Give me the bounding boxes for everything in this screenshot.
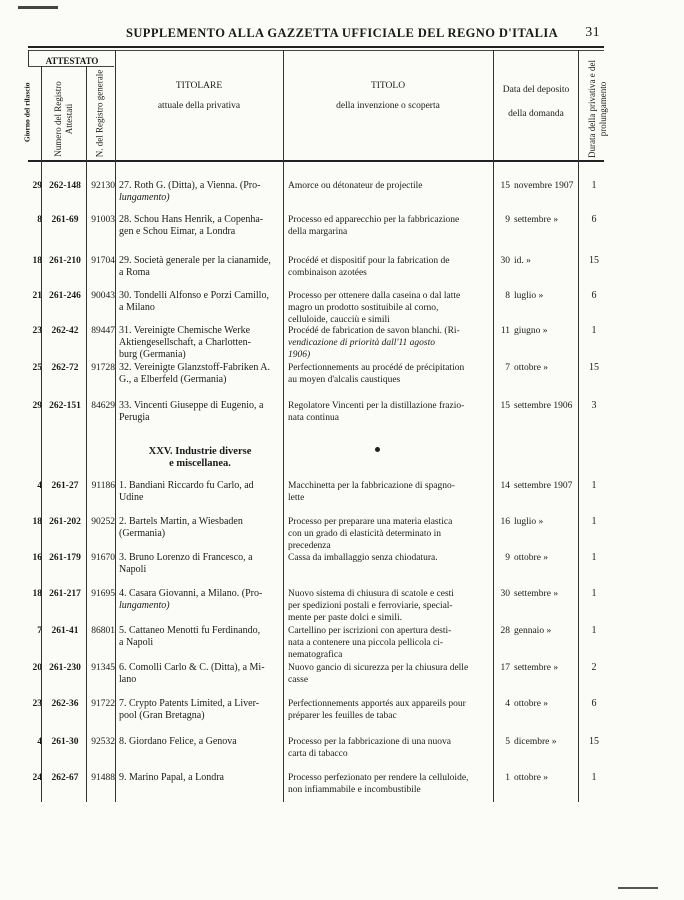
invention-line-2: préparer les feuilles de tabac [288,711,397,721]
deposit-month: novembre [514,181,552,191]
deposit-day: 8 [505,291,510,301]
invention-line-1: Nuovo gancio di sicurezza per la chiusura delle [288,663,469,673]
deposit-date [496,180,576,192]
general-register-number: 90252 [91,517,115,527]
deposit-day: 30 [500,256,510,266]
deposit-date [496,662,576,674]
issue-day: 4 [37,481,42,491]
deposit-day: 16 [500,517,510,527]
attestato-number: 261-246 [49,291,81,301]
holder-line-2: a Napoli [119,637,154,648]
general-register-number: 91704 [91,256,115,266]
holder-line-2: lungamento) [119,192,170,203]
attestato-heading: ATTESTATO [45,56,99,66]
invention-title [288,698,490,722]
deposit-month: ottobre [514,553,541,563]
invention-line-1: Cassa da imballaggio senza chiodatura. [288,553,438,563]
deposit-day: 5 [505,737,510,747]
deposit-year: » [542,326,548,336]
deposit-year: » [526,256,531,266]
holder-line-1: 8. Giordano Felice, a Genova [119,736,237,747]
titolo-heading: TITOLO [370,81,406,91]
invention-line-2: au moyen d'alcalis caustiques [288,375,401,385]
deposit-month: settembre [514,481,551,491]
holder-line-3: burg (Germania) [119,349,186,360]
holder [119,698,281,722]
deposit-month: luglio [514,291,537,301]
invention-title [288,772,490,796]
deposit-year: » [553,215,559,225]
deposit-day: 30 [500,589,510,599]
deposit-date [496,214,576,226]
invention-line-2: non infiammabile e incombustibile [288,785,421,795]
duration: 1 [591,180,597,191]
holder [119,214,281,238]
deposit-month: ottobre [514,773,541,783]
invention-title [288,662,490,686]
deposit-year: » [543,363,549,373]
invention-line-2: casse [288,675,309,685]
invention-line-1: Procédé et dispositif pour la fabrication de [288,256,450,266]
duration: 15 [589,255,599,266]
invention-line-2: della margarina [288,227,348,237]
holder-line-1: 6. Comolli Carlo & C. (Ditta), a Mi- [119,662,265,673]
invention-line-1: Perfectionnements apportés aux appareils pour [288,699,466,709]
deposit-date [496,772,576,784]
invention-line-1: Processo perfezionato per rendere la celluloide, [288,773,469,783]
col-line-3 [115,50,116,802]
durata-heading: Durata della privativa e del prolungamento [587,60,608,158]
invention-line-3: mente per paste dolci e simili. [288,613,402,623]
invention-line-2: per spedizioni postali e ferroviarie, special- [288,601,453,611]
deposit-year: » [551,737,557,747]
issue-day: 29 [32,401,42,411]
deposit-month: ottobre [514,363,541,373]
duration: 1 [591,516,597,527]
invention-line-1: Macchinetta per la fabbricazione di spagno- [288,481,455,491]
holder [119,180,281,204]
deposit-day: 9 [505,215,510,225]
attestato-number: 262-148 [49,181,81,191]
general-register-number: 91003 [91,215,115,225]
duration: 15 [589,736,599,747]
invention-line-1: Processo per ottenere dalla caseina o dal latte [288,291,461,301]
attestato-number: 262-67 [51,773,79,783]
col-line-2 [86,66,87,802]
holder-line-1: 5. Cattaneo Menotti fu Ferdinando, [119,625,261,636]
holder-line-1: 7. Crypto Patents Limited, a Liver- [119,698,260,709]
invention-line-2: con un grado di elasticità determinato in [288,529,442,539]
holder-line-1: 27. Roth G. (Ditta), a Vienna. (Pro- [119,180,261,191]
data-deposito-heading: Data del deposito [502,85,570,95]
issue-day: 18 [32,517,42,527]
section-heading-line2: e miscellanea. [169,458,231,469]
deposit-year: » [538,291,544,301]
holder-line-2: Perugia [119,412,150,423]
deposit-date [496,625,576,637]
duration: 6 [591,290,597,301]
deposit-day: 15 [500,401,510,411]
general-register-number: 92130 [91,181,115,191]
holder [119,588,281,612]
holder [119,662,281,686]
registro-generale-heading: N. del Registro generale [94,69,105,158]
invention-line-1: Processo per preparare una materia elastica [288,517,453,527]
col-line-1 [41,66,42,802]
attestato-number: 262-151 [49,401,81,411]
duration: 1 [591,625,597,636]
holder-line-1: 28. Schou Hans Henrik, a Copenha- [119,214,264,225]
deposit-date [496,698,576,710]
top-edge-mark [18,6,58,9]
holder [119,400,281,424]
deposit-year: » [543,553,549,563]
invention-line-2: nata a contenere una piccola pellicola ci- [288,638,444,648]
duration: 1 [591,552,597,563]
deposit-month: id. [514,256,524,266]
invention-line-2: carta di tabacco [288,749,348,759]
deposit-day: 7 [505,363,510,373]
deposit-year: » [553,589,559,599]
issue-day: 23 [32,326,42,336]
deposit-month: settembre [514,589,551,599]
holder [119,255,281,279]
invention-title [288,480,490,504]
general-register-number: 91186 [91,481,115,491]
duration: 1 [591,325,597,336]
deposit-month: luglio [514,517,537,527]
attestato-number: 261-217 [49,589,81,599]
holder-line-1: 30. Tondelli Alfonso e Porzi Camillo, [119,290,269,301]
general-register-number: 89447 [91,326,115,336]
deposit-date [496,255,576,267]
invention-line-2: combinaison azotées [288,268,367,278]
attestato-number: 262-36 [51,699,79,709]
holder-line-2: pool (Gran Bretagna) [119,710,205,721]
general-register-number: 86801 [91,626,115,636]
invention-title [288,588,490,624]
duration: 3 [591,400,597,411]
deposit-month: ottobre [514,699,541,709]
deposit-day: 11 [500,326,510,336]
deposit-day: 4 [505,699,510,709]
data-deposito-subheading: della domanda [508,109,564,119]
invention-line-2: magro un prodotto sostituibile al corno, [288,303,439,313]
holder-line-2: gen e Schou Eimar, a Londra [119,226,236,237]
deposit-date [496,325,576,337]
invention-title [288,625,490,661]
holder [119,290,281,314]
general-register-number: 84629 [91,401,115,411]
deposit-day: 17 [500,663,510,673]
invention-title [288,516,490,552]
attestato-number: 262-42 [51,326,79,336]
titolo-subheading: della invenzione o scoperta [336,101,440,111]
giorno-heading: Giorno del rilascio [22,82,32,143]
general-register-number: 91488 [91,773,115,783]
deposit-day: 1 [505,773,510,783]
duration: 1 [591,480,597,491]
holder-line-2: a Milano [119,302,155,313]
holder-line-2: lano [119,674,137,685]
invention-line-3: precedenza [288,541,331,551]
holder [119,325,281,361]
holder [119,736,281,748]
deposit-day: 28 [500,626,510,636]
invention-line-1: Processo per la fabbricazione di una nuova [288,737,452,747]
deposit-year: » [546,626,552,636]
page-number: 31 [585,25,600,40]
general-register-number: 91728 [91,363,115,373]
holder-line-2: G., a Elberfeld (Germania) [119,374,227,385]
invention-line-1: Nuovo sistema di chiusura di scatole e cesti [288,589,454,599]
invention-line-1: Regolatore Vincenti per la distillazione frazio- [288,401,465,411]
attestato-number: 261-179 [49,553,81,563]
deposit-year: 1907 [554,181,574,191]
issue-day: 7 [37,626,42,636]
holder-line-1: 1. Bandiani Riccardo fu Carlo, ad [119,480,254,491]
bottom-edge-mark [618,887,658,889]
deposit-year: 1907 [553,481,573,491]
holder-line-2: Udine [119,492,144,503]
invention-line-3: nematografica [288,650,343,660]
duration: 15 [589,362,599,373]
invention-line-3: 1906) [288,350,311,360]
attestato-number: 261-230 [49,663,81,673]
duration: 6 [591,698,597,709]
attestato-number: 261-210 [49,256,81,266]
deposit-date [496,552,576,564]
col-line-5 [493,50,494,802]
attestato-number: 261-69 [51,215,79,225]
holder [119,772,281,784]
deposit-date [496,588,576,600]
col-line-6 [578,50,579,802]
invention-line-2: vendicazione di priorità dall'11 agosto [288,338,435,348]
page-title: SUPPLEMENTO ALLA GAZZETTA UFFICIALE DEL REGNO D'ITALIA [126,26,559,40]
invention-title [288,400,490,424]
issue-day: 8 [37,215,42,225]
issue-day: 20 [32,663,42,673]
invention-line-1: Procédé de fabrication de savon blanchi. (Ri- [288,326,460,336]
holder-line-1: 29. Società generale per la cianamide, [119,255,271,266]
deposit-year: 1906 [553,401,573,411]
deposit-date [496,400,576,412]
holder [119,480,281,504]
deposit-day: 9 [505,553,510,563]
general-register-number: 90043 [91,291,115,301]
col-line-4 [283,50,284,802]
duration: 1 [591,772,597,783]
invention-title [288,362,490,386]
invention-title [288,180,490,192]
invention-line-1: Perfectionnements au procédé de précipitation [288,363,465,373]
holder-line-1: 3. Bruno Lorenzo di Francesco, a [119,552,253,563]
holder-line-1: 33. Vincenti Giuseppe di Eugenio, a [119,400,264,411]
deposit-date [496,736,576,748]
holder-line-1: 9. Marino Papal, a Londra [119,772,224,783]
general-register-number: 92532 [91,737,115,747]
general-register-number: 91695 [91,589,115,599]
invention-title [288,255,490,279]
general-register-number: 91722 [91,699,115,709]
invention-line-1: Cartellino per iscrizioni con apertura desti- [288,626,452,636]
deposit-day: 15 [500,181,510,191]
issue-day: 18 [32,589,42,599]
holder-line-2: Napoli [119,564,147,575]
holder-line-2: Aktiengesellschaft, a Charlotten- [119,337,251,348]
header-rule-top [28,46,604,48]
holder-line-1: 31. Vereinigte Chemische Werke [119,325,251,336]
holder [119,625,281,649]
deposit-month: dicembre [514,737,550,747]
holder-line-1: 4. Casara Giovanni, a Milano. (Pro- [119,588,263,599]
issue-day: 21 [32,291,42,301]
invention-title [288,736,490,760]
invention-line-1: Amorce ou détonateur de projectile [288,181,423,191]
holder-line-1: 32. Vereinigte Glanzstoff-Fabriken A. [119,362,270,373]
deposit-date [496,362,576,374]
titolare-subheading: attuale della privativa [157,101,241,111]
attestato-number: 261-202 [49,517,81,527]
issue-day: 4 [37,737,42,747]
attestato-number: 261-41 [51,626,79,636]
issue-day: 24 [32,773,42,783]
duration: 1 [591,588,597,599]
invention-title [288,290,490,326]
holder-line-2: a Roma [119,267,150,278]
duration: 6 [591,214,597,225]
issue-day: 18 [32,256,42,266]
section-heading [119,446,281,470]
holder [119,552,281,576]
attestato-number: 261-30 [51,737,79,747]
invention-title [288,552,490,564]
holder-line-1: 2. Bartels Martin, a Wiesbaden [119,516,243,527]
deposit-month: giugno [514,326,541,336]
deposit-date [496,480,576,492]
deposit-year: » [553,663,559,673]
deposit-month: settembre [514,401,551,411]
deposit-date [496,290,576,302]
invention-line-3: celluloide, caucciù e simili [288,315,390,325]
issue-day: 25 [32,363,42,373]
holder-line-2: lungamento) [119,600,170,611]
invention-line-2: lette [288,493,305,503]
titolare-heading: TITOLARE [175,81,223,91]
invention-title [288,214,490,238]
invention-line-1: Processo ed apparecchio per la fabbricazione [288,215,460,225]
duration: 2 [591,662,597,673]
deposit-year: » [538,517,544,527]
deposit-year: » [543,773,549,783]
deposit-month: gennaio [514,626,545,636]
issue-day: 29 [32,181,42,191]
issue-day: 23 [32,699,42,709]
issue-day: 16 [32,553,42,563]
holder [119,362,281,386]
deposit-month: settembre [514,663,551,673]
numero-registro-heading: Numero del Registro Attestati [53,81,74,157]
ink-blot [375,447,380,452]
general-register-number: 91670 [91,553,115,563]
deposit-date [496,516,576,528]
deposit-year: » [543,699,549,709]
deposit-month: settembre [514,215,551,225]
deposit-day: 14 [500,481,510,491]
invention-line-2: nata continua [288,413,339,423]
general-register-number: 91345 [91,663,115,673]
attestato-number: 262-72 [51,363,79,373]
attestato-number: 261-27 [51,481,79,491]
invention-title [288,325,490,361]
holder [119,516,281,540]
holder-line-2: (Germania) [119,528,166,539]
section-heading-line1: XXV. Industrie diverse [148,446,252,457]
